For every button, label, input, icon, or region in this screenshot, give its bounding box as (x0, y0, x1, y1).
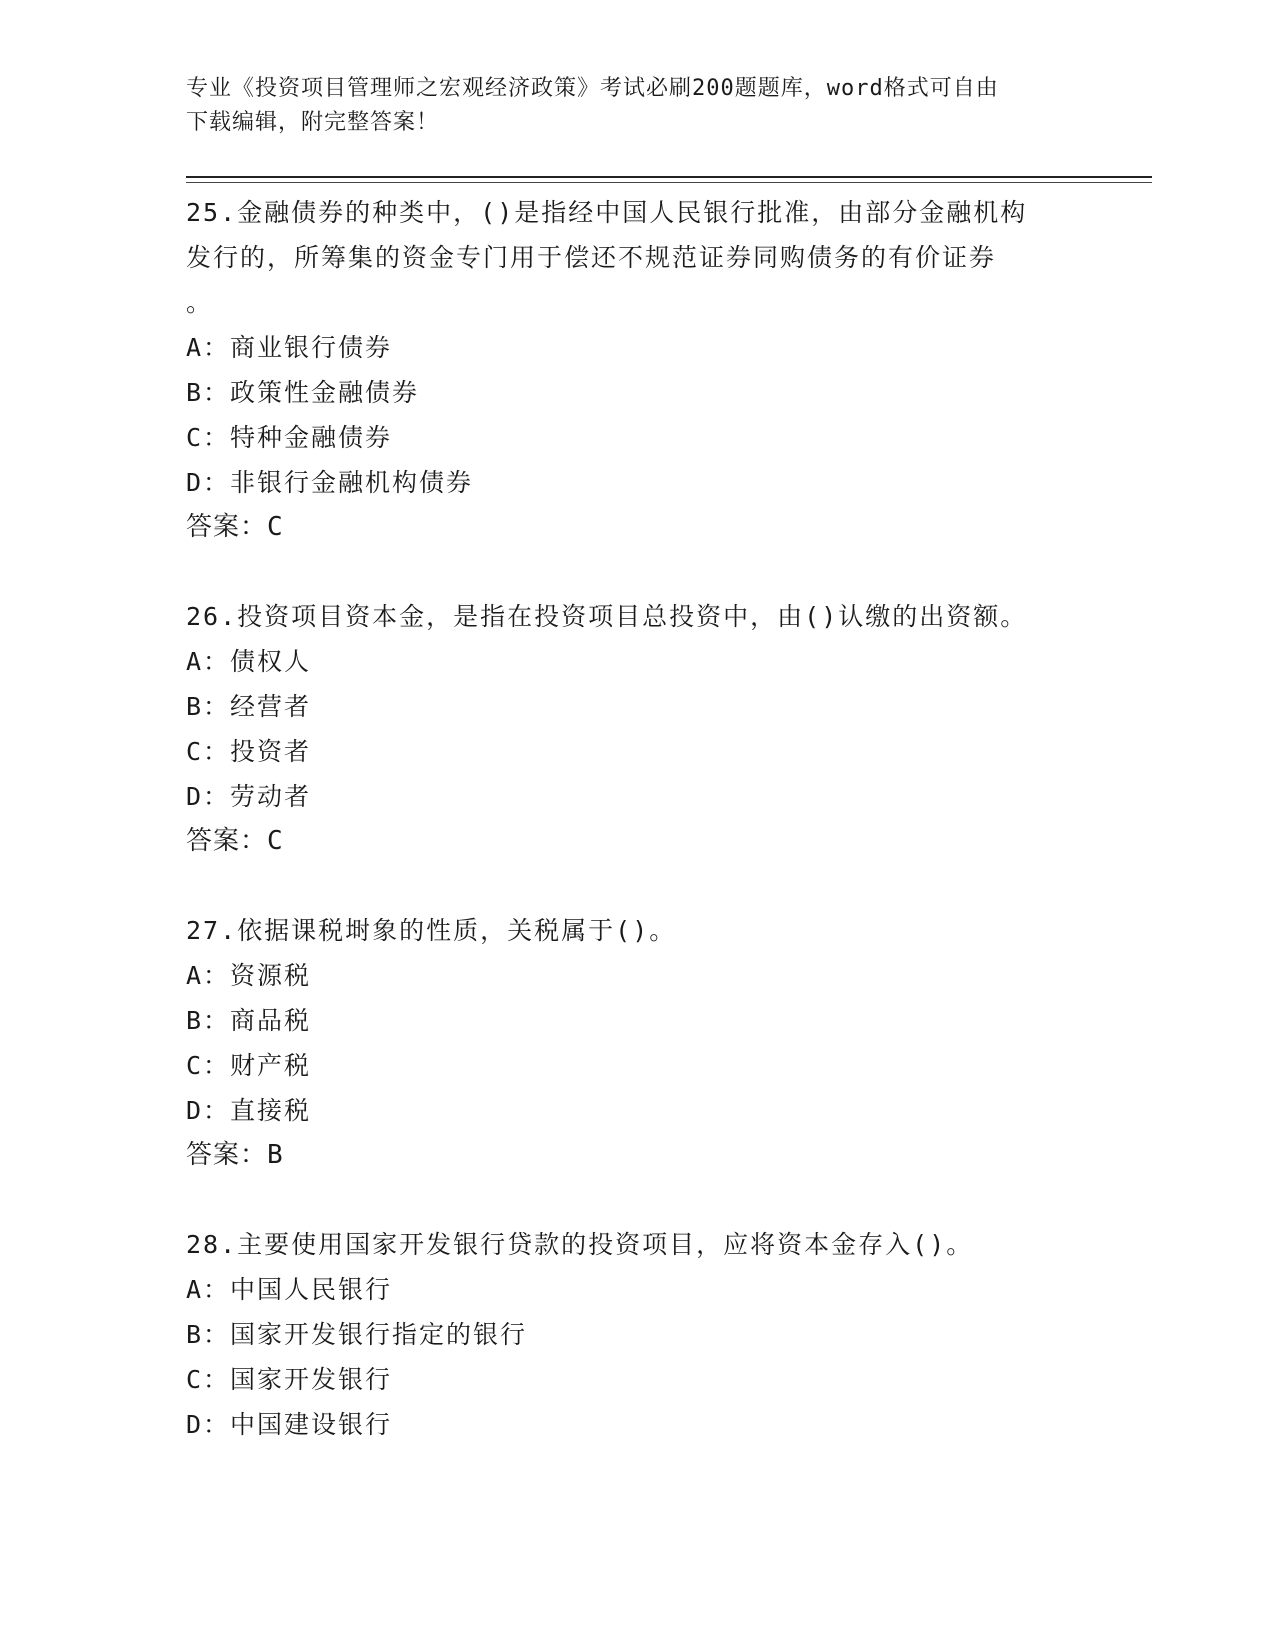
question-stem: 26.投资项目资本金，是指在投资项目总投资中，由()认缴的出资额。 (186, 602, 1028, 631)
question-stem: 25.金融债券的种类中，()是指经中国人民银行批准，由部分金融机构 (186, 198, 1028, 227)
answer-label: 答案：C (186, 512, 284, 542)
option-d: D：直接税 (186, 1096, 312, 1125)
header-divider-thin (186, 182, 1152, 183)
option-c: C：国家开发银行 (186, 1365, 393, 1394)
option-b: B：国家开发银行指定的银行 (186, 1320, 528, 1349)
option-a: A：债权人 (186, 647, 312, 676)
question-27 (186, 908, 1086, 1178)
question-stem: 发行的，所筹集的资金专门用于偿还不规范证券同购债务的有价证券 (186, 243, 997, 272)
option-b: B：政策性金融债券 (186, 378, 420, 407)
question-stem: 28.主要使用国家开发银行贷款的投资项目，应将资本金存入()。 (186, 1230, 974, 1259)
question-26 (186, 594, 1086, 864)
option-b: B：商品税 (186, 1006, 312, 1035)
option-d: D：非银行金融机构债券 (186, 468, 474, 497)
question-stem: 。 (186, 288, 214, 317)
option-d: D：中国建设银行 (186, 1410, 393, 1439)
question-stem: 27.依据课税埘象的性质，关税属于()。 (186, 916, 677, 945)
header-line-1: 专业《投资项目管理师之宏观经济政策》考试必刷200题题库，word格式可自由 (186, 76, 999, 101)
header-divider-thick (186, 176, 1152, 178)
option-a: A：资源税 (186, 961, 312, 990)
option-c: C：投资者 (186, 737, 312, 766)
header-line-2: 下载编辑，附完整答案！ (186, 110, 440, 135)
option-c: C：财产税 (186, 1051, 312, 1080)
option-a: A：商业银行债券 (186, 333, 393, 362)
answer-label: 答案：C (186, 826, 284, 856)
question-28 (186, 1222, 1086, 1447)
document-header (186, 72, 1086, 140)
answer-label: 答案：B (186, 1140, 284, 1170)
question-list (186, 190, 1086, 1491)
option-a: A：中国人民银行 (186, 1275, 393, 1304)
option-c: C：特种金融债券 (186, 423, 393, 452)
option-d: D：劳动者 (186, 782, 312, 811)
option-b: B：经营者 (186, 692, 312, 721)
question-25 (186, 190, 1086, 550)
